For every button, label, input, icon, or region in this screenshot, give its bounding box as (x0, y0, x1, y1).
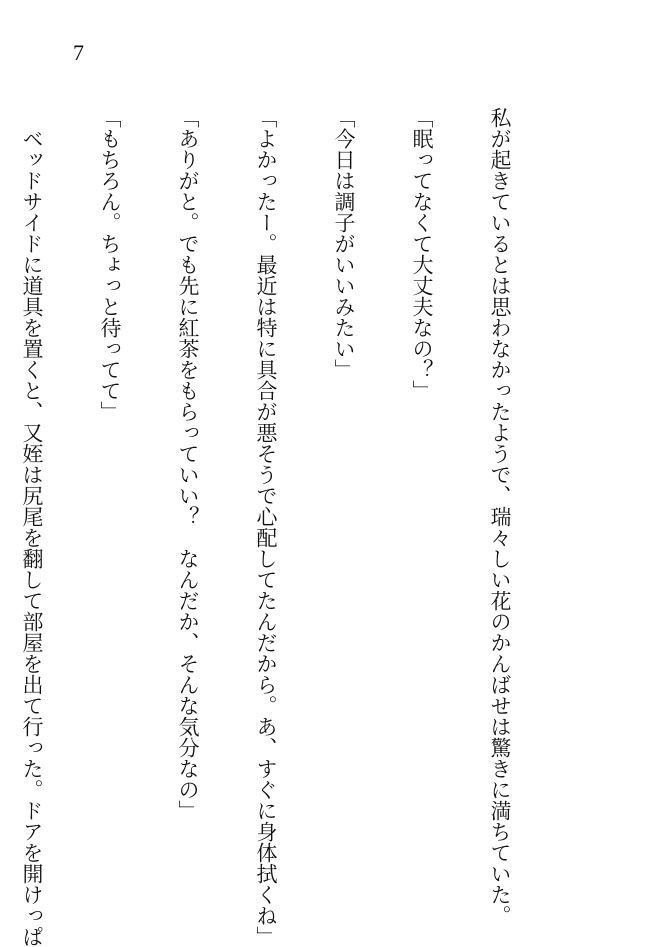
text-line: 「よかったー。最近は特に具合が悪そうで心配してたんだから。あ、すぐに身体拭くね」 (254, 107, 278, 947)
text-line: 「ありがと。でも先に紅茶をもらっていい？ なんだか、そんな気分なの」 (176, 107, 200, 821)
text-line: 私が起きているとは思わなかったようで、瑞々しい花のかんばせは驚きに満ちていた。 (488, 107, 512, 926)
text-line: 「もちろん。ちょっと待ってて」 (98, 107, 122, 422)
text-line: 「今日は調子がいいみたい」 (332, 107, 356, 380)
body-text (20, 107, 565, 947)
text-line: ベッドサイドに道具を置くと、又姪は尻尾を翻して部屋を出て行った。ドアを開けっぱ (20, 107, 44, 947)
text-line: 「眠ってなくて大丈夫なの？」 (410, 107, 434, 401)
page-number: 7 (73, 40, 84, 65)
